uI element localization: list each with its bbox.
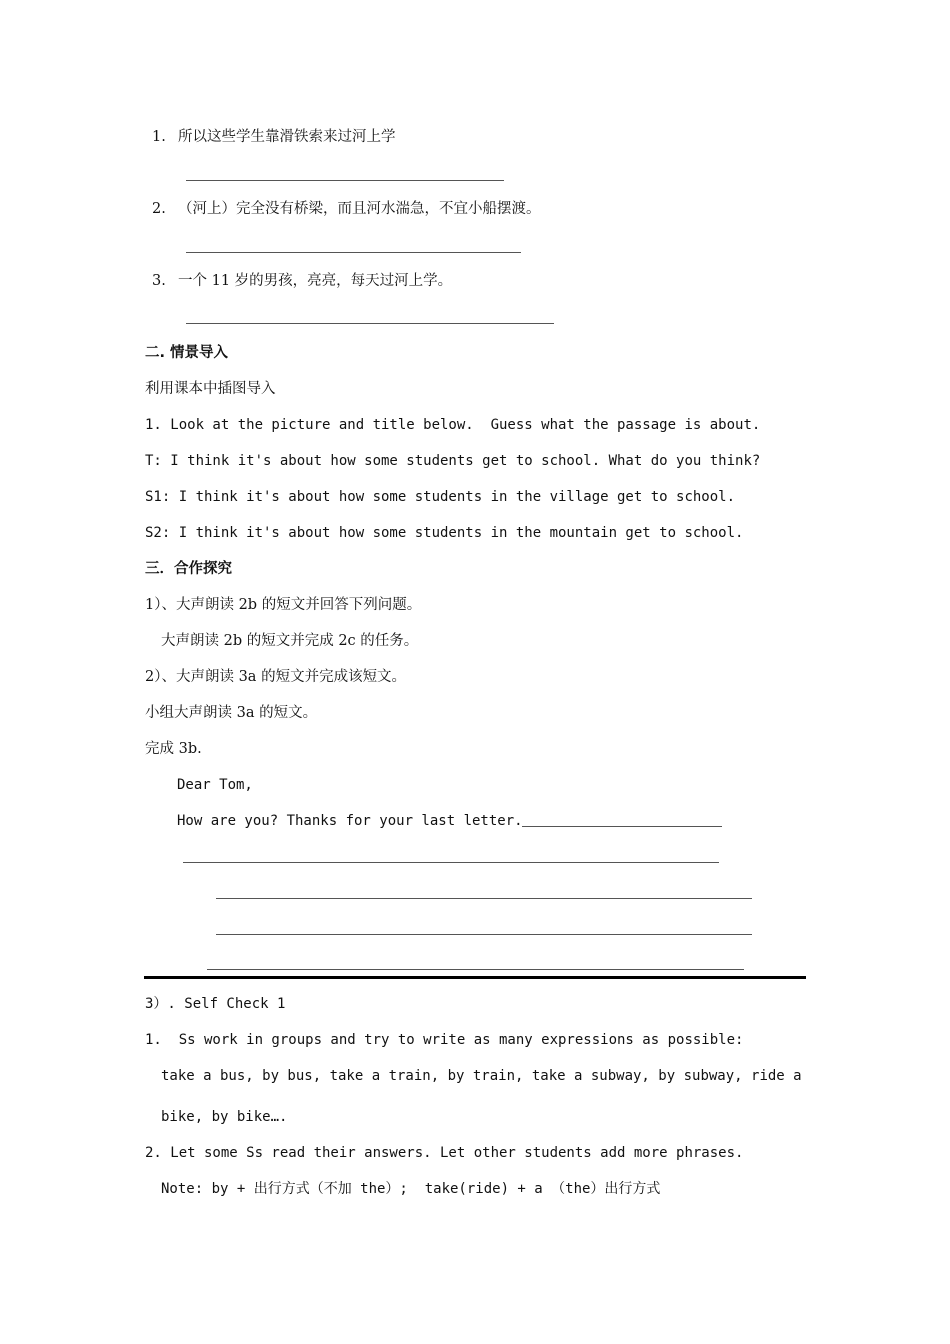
section-3-line-5: 完成 3b. xyxy=(145,741,202,757)
item-1-number: 1. xyxy=(152,129,166,145)
item-3-text: 一个 11 岁的男孩，亮亮，每天过河上学。 xyxy=(178,273,453,289)
section-3-line-4: 小组大声朗读 3a 的短文。 xyxy=(145,705,318,721)
item-3-number: 3. xyxy=(152,273,166,289)
section-2-line-1: 1. Look at the picture and title below. Guess what the passage is about. xyxy=(145,417,761,433)
letter-greeting: Dear Tom, xyxy=(177,777,253,793)
section-2-line-2: T: I think it's about how some students get to school. What do you think? xyxy=(145,453,761,469)
section-3-heading: 三．合作探究 xyxy=(145,561,232,577)
selfcheck-item-2: 2. Let some Ss read their answers. Let other students add more phrases. xyxy=(145,1145,744,1161)
letter-blank-5[interactable] xyxy=(207,969,744,970)
section-divider xyxy=(144,976,806,979)
answer-line-1[interactable] xyxy=(186,180,504,181)
section-2-line-4: S2: I think it's about how some students in the mountain get to school. xyxy=(145,525,744,541)
letter-blank-3[interactable] xyxy=(216,898,752,899)
answer-line-2[interactable] xyxy=(186,252,521,253)
selfcheck-examples-1: take a bus, by bus, take a train, by train, take a subway, by subway, ride a xyxy=(161,1068,802,1084)
section-2-heading: 二. 情景导入 xyxy=(145,345,229,361)
section-3-line-3: 2）、大声朗读 3a 的短文并完成该短文。 xyxy=(145,669,407,685)
letter-opening: How are you? Thanks for your last letter. xyxy=(177,813,523,829)
section-2-intro: 利用课本中插图导入 xyxy=(145,381,276,397)
section-3-line-1: 1）、大声朗读 2b 的短文并回答下列问题。 xyxy=(145,597,422,613)
selfcheck-note: Note: by + 出行方式（不加 the）; take(ride) + a （the）出行方式 xyxy=(161,1181,661,1197)
item-1-text: 所以这些学生靠滑铁索来过河上学 xyxy=(178,129,396,145)
selfcheck-item-1: 1. Ss work in groups and try to write as many expressions as possible: xyxy=(145,1032,744,1048)
item-2-text: （河上）完全没有桥梁，而且河水湍急，不宜小船摆渡。 xyxy=(178,201,541,217)
selfcheck-heading: 3）. Self Check 1 xyxy=(145,996,286,1012)
answer-line-3[interactable] xyxy=(186,323,554,324)
letter-blank-2[interactable] xyxy=(183,862,719,863)
letter-blank-4[interactable] xyxy=(216,934,752,935)
letter-blank-1[interactable] xyxy=(522,826,722,827)
selfcheck-examples-2: bike, by bike…. xyxy=(161,1109,288,1125)
section-2-line-3: S1: I think it's about how some students in the village get to school. xyxy=(145,489,736,505)
item-2-number: 2. xyxy=(152,201,166,217)
section-3-line-2: 大声朗读 2b 的短文并完成 2c 的任务。 xyxy=(161,633,419,649)
